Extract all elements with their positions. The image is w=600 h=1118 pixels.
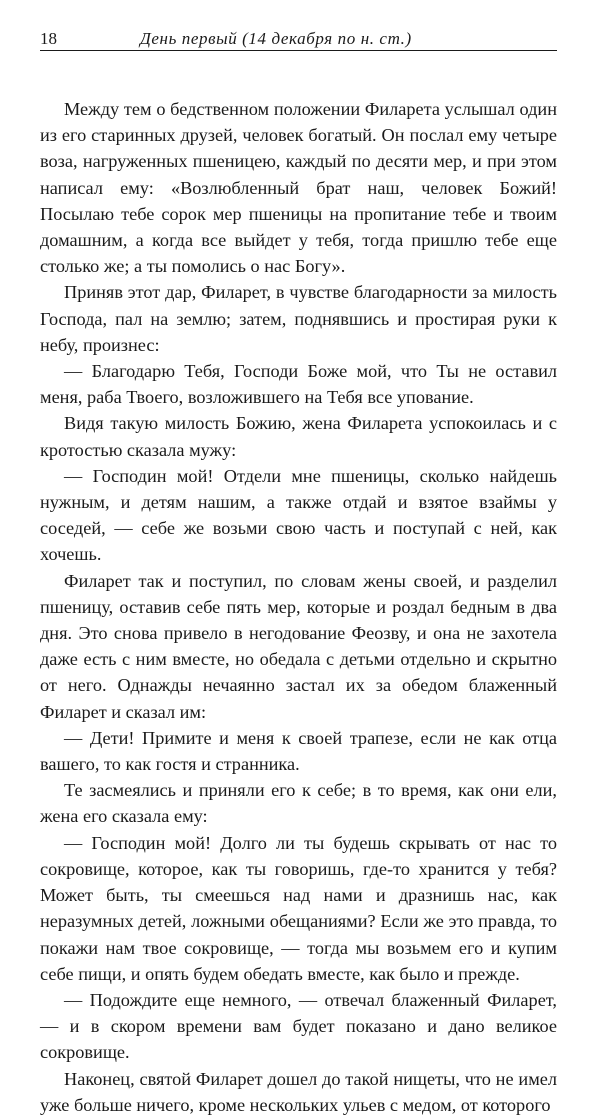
- book-page: [40, 28, 557, 1118]
- paragraph: Приняв этот дар, Филарет, в чувстве благодарности за милость Господа, пал на землю; затем, поднявшись и простирая руки к небу, произнес:: [40, 282, 557, 355]
- paragraph: Видя такую милость Божию, жена Филарета успокоилась и с кротостью сказала мужу:: [40, 413, 557, 460]
- page-header: [40, 28, 557, 51]
- paragraph: Филарет так и поступил, по словам жены своей, и разделил пшеницу, оставив себе пять мер, которые и роздал бедным в два дня. Это снова привело в негодование Феозву, и она не захотела даже есть с ним вместе, но обедала с детьми отдельно и скрытно от него. Однажды нечаянно застал их за обедом блаженный Филарет и сказал им:: [40, 570, 557, 722]
- paragraph: — Господин мой! Долго ли ты будешь скрывать от нас то сокровище, которое, как ты говоришь, где-то хранится у тебя? Может быть, ты смеешься над нами и дразнишь нас, как неразумных детей, ложными обещаниями? Если же это правда, то покажи нам твое сокровище, — тогда мы возьмем его и купим себе пищи, и опять будем обедать вместе, как было и прежде.: [40, 832, 557, 984]
- page-body: [40, 96, 557, 1118]
- paragraph: — Благодарю Тебя, Господи Боже мой, что Ты не оставил меня, раба Твоего, возложившего на Тебя все упование.: [40, 361, 557, 408]
- page-number: 18: [40, 29, 57, 48]
- paragraph: — Дети! Примите и меня к своей трапезе, если не как отца вашего, то как гостя и странника.: [40, 727, 557, 775]
- paragraph: Между тем о бедственном положении Филарета услышал один из его старинных друзей, человек богатый. Он послал ему четыре воза, нагруженных пшеницею, каждый по десяти мер, и при этом написал ему: «Возлюбленный брат наш, человек Божий! Посылаю тебе сорок мер пшеницы на пропитание тебе и твоим домашним, а когда все выйдет у тебя, тогда пришлю тебе еще столько же; а ты помолись о нас Богу».: [40, 99, 557, 277]
- paragraph: Те засмеялись и приняли его к себе; в то время, как они ели, жена его сказала ему:: [40, 780, 557, 827]
- paragraph: Наконец, святой Филарет дошел до такой нищеты, что не имел уже больше ничего, кроме нескольких ульев с медом, от которого: [40, 1068, 557, 1115]
- paragraph: — Подождите еще немного, — отвечал блаженный Филарет, — и в скором времени вам будет показано и дано великое сокровище.: [40, 989, 557, 1063]
- running-title: День первый (14 декабря по н. ст.): [140, 29, 412, 48]
- paragraph: — Господин мой! Отдели мне пшеницы, сколько найдешь нужным, и детям нашим, а также отдай и взятое взаймы у соседей, — себе же возьми свою часть и поступай с ней, как хочешь.: [40, 465, 557, 565]
